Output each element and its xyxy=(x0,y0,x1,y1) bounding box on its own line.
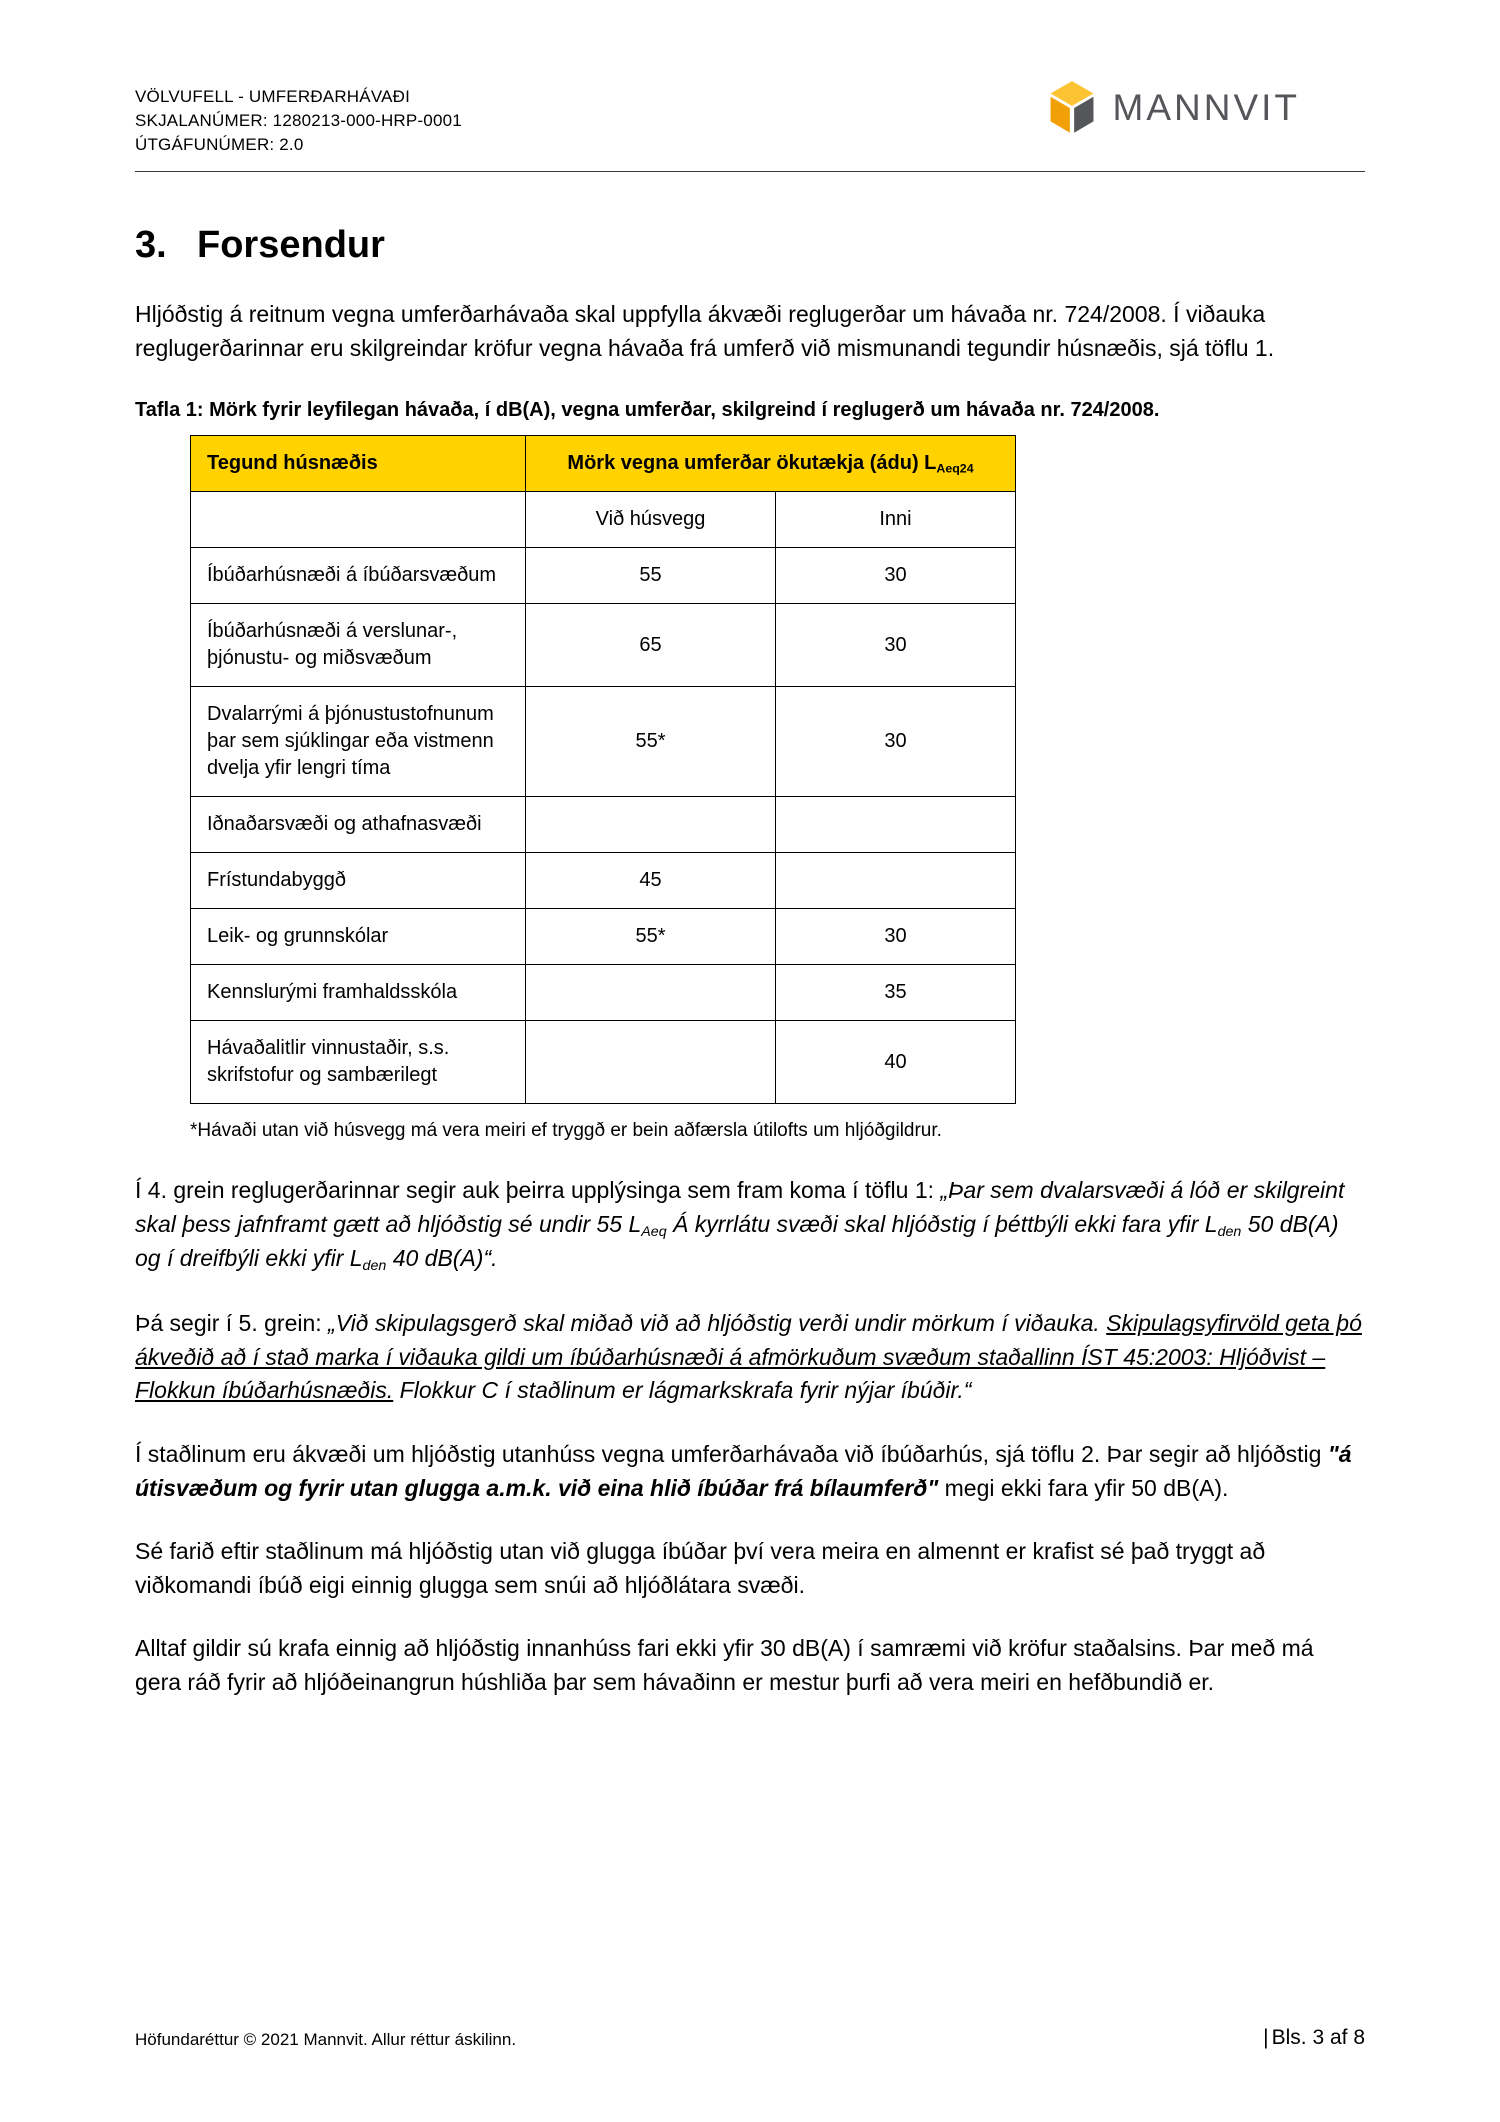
row-wall-value xyxy=(526,965,776,1021)
table-subheader-inside: Inni xyxy=(776,492,1016,548)
row-label: Dvalarrými á þjónustustofnunum þar sem sjúklingar eða vistmenn dvelja yfir lengri tíma xyxy=(191,687,526,797)
table-header-limits-subscript: Aeq24 xyxy=(936,461,974,476)
row-wall-value xyxy=(526,1021,776,1104)
header-meta xyxy=(135,85,462,157)
page-number xyxy=(1263,2026,1365,2050)
mannvit-wordmark: MANNVIT xyxy=(1112,87,1300,128)
paragraph-indoor: Alltaf gildir sú krafa einnig að hljóðstig innanhúss fari ekki yfir 30 dB(A) í samræmi við kröfur staðalsins. Þar með má gera ráð fyrir að hljóðeinangrun húshliða þar sem hávaðinn er mestur þurfi að vera meiri en hefðbundið er. xyxy=(135,1635,1314,1695)
row-label: Hávaðalitlir vinnustaðir, s.s. skrifstofur og sambærilegt xyxy=(191,1021,526,1104)
row-inside-value xyxy=(776,797,1016,853)
row-wall-value: 45 xyxy=(526,853,776,909)
row-wall-value: 55* xyxy=(526,687,776,797)
row-wall-value: 55 xyxy=(526,548,776,604)
table-row xyxy=(191,797,1016,853)
doc-version: ÚTGÁFUNÚMER: 2.0 xyxy=(135,135,304,155)
laeq-subscript: Aeq xyxy=(641,1223,667,1240)
lden-subscript: den xyxy=(1217,1223,1242,1240)
paragraph-article5-intro: Þá segir í 5. grein: xyxy=(135,1310,329,1337)
doc-title: VÖLVUFELL - UMFERÐARHÁVAÐI xyxy=(135,87,411,106)
lden-subscript: den xyxy=(362,1258,387,1275)
paragraph-intro: Hljóðstig á reitnum vegna umferðarhávaða skal uppfylla ákvæði reglugerðar um hávaða nr. 724/2008. Í viðauka reglugerðarinnar eru skilgreindar kröfur vegna hávaða frá umferð við mismunandi tegundir húsnæðis, sjá töflu 1. xyxy=(135,301,1275,361)
row-inside-value: 40 xyxy=(776,1021,1016,1104)
table-caption: Tafla 1: Mörk fyrir leyfilegan hávaða, í dB(A), vegna umferðar, skilgreind í reglugerð um hávaða nr. 724/2008. xyxy=(135,399,1160,422)
row-label: Iðnaðarsvæði og athafnasvæði xyxy=(191,797,526,853)
table-row xyxy=(191,965,1016,1021)
row-inside-value: 35 xyxy=(776,965,1016,1021)
row-label: Íbúðarhúsnæði á íbúðarsvæðum xyxy=(191,548,526,604)
section-number: 3. xyxy=(135,224,167,267)
table-subheader-wall: Við húsvegg xyxy=(526,492,776,548)
row-label: Kennslurými framhaldsskóla xyxy=(191,965,526,1021)
paragraph-article5: Þá segir í 5. grein: „Við skipulagsgerð skal miðað við að hljóðstig verði undir mörkum í viðauka. Skipulagsyfirvöld geta þó ákveðið að í stað marka í viðauka gildi um íbúðarhúsnæði á afmörkuðum svæðum staðallinn ÍST 45:2003: Hljóðvist – Flokkun íbúðarhúsnæðis. Flokkur C í staðlinum er lágmarkskrafa fyrir nýjar íbúðir.“ xyxy=(135,1310,1362,1404)
paragraph-article4: Í 4. grein reglugerðarinnar segir auk þeirra upplýsinga sem fram koma í töflu 1: „Þar sem dvalarsvæði á lóð er skilgreint skal þess jafnframt gætt að hljóðstig sé undir 55 $L_{Aeq}$ Á kyrrlátu svæði skal hljóðstig í þéttbýli ekki fara yfir $L_{den}$ 50 dB(A) og í dreifbýli ekki yfir $L_{den}$ 40 dB(A)“. xyxy=(135,1177,1345,1275)
row-inside-value: 30 xyxy=(776,909,1016,965)
table-row xyxy=(191,909,1016,965)
doc-number: SKJALANÚMER: 1280213-000-HRP-0001 xyxy=(135,111,462,131)
underlined-standard-clause: Skipulagsyfirvöld geta þó ákveðið að í stað marka í viðauka gildi um íbúðarhúsnæði á afmörkuðum svæðum staðallinn ÍST 45:2003: Hljóðvist – Flokkun íbúðarhúsnæðis. xyxy=(135,1310,1362,1404)
row-label: Frístundabyggð xyxy=(191,853,526,909)
page-footer xyxy=(135,2026,1365,2050)
page-header xyxy=(135,85,1365,157)
page-number-label: Bls. 3 af 8 xyxy=(1271,2026,1365,2049)
table-subheader-empty xyxy=(191,492,526,548)
row-inside-value: 30 xyxy=(776,604,1016,687)
table-header-limits-text: Mörk vegna umferðar ökutækja (ádu) L xyxy=(567,452,937,475)
row-inside-value xyxy=(776,853,1016,909)
table-row xyxy=(191,853,1016,909)
row-wall-value: 55* xyxy=(526,909,776,965)
noise-limits-table xyxy=(190,435,1016,1104)
table-header-row xyxy=(191,436,1016,492)
section-heading xyxy=(135,224,1365,268)
mannvit-cube-icon xyxy=(1045,79,1099,137)
table-header-type: Tegund húsnæðis xyxy=(191,436,526,492)
table-row xyxy=(191,687,1016,797)
section-title: Forsendur xyxy=(197,224,385,267)
table-footnote: *Hávaði utan við húsvegg má vera meiri ef tryggð er bein aðfærsla útilofts um hljóðgildrur. xyxy=(190,1120,942,1142)
paragraph-window: Sé farið eftir staðlinum má hljóðstig utan við glugga íbúðar því vera meira en almennt er krafist sé það tryggt að viðkomandi íbúð eigi einnig glugga sem snúi að hljóðlátara svæði. xyxy=(135,1538,1266,1598)
table-row xyxy=(191,1021,1016,1104)
page-number-separator: | xyxy=(1263,2026,1269,2049)
quoted-standard-text: "á útisvæðum og fyrir utan glugga a.m.k. við eina hlið íbúðar frá bílaumferð" xyxy=(135,1440,1352,1501)
row-label: Íbúðarhúsnæði á verslunar-, þjónustu- og miðsvæðum xyxy=(191,604,526,687)
table-row xyxy=(191,604,1016,687)
header-divider xyxy=(135,171,1365,172)
row-inside-value: 30 xyxy=(776,548,1016,604)
row-label: Leik- og grunnskólar xyxy=(191,909,526,965)
table-header-limits xyxy=(526,436,1016,492)
row-inside-value: 30 xyxy=(776,687,1016,797)
table-row xyxy=(191,548,1016,604)
table-subheader-row xyxy=(191,492,1016,548)
row-wall-value: 65 xyxy=(526,604,776,687)
mannvit-logo xyxy=(1045,79,1301,137)
paragraph-article4-intro: Í 4. grein reglugerðarinnar segir auk þeirra upplýsinga sem fram koma í töflu 1: xyxy=(135,1177,941,1204)
paragraph-standard: Í staðlinum eru ákvæði um hljóðstig utanhúss vegna umferðarhávaða við íbúðarhús, sjá töflu 2. Þar segir að hljóðstig "á útisvæðum og fyrir utan glugga a.m.k. við eina hlið íbúðar frá bílaumferð" megi ekki fara yfir 50 dB(A). xyxy=(135,1440,1352,1501)
row-wall-value xyxy=(526,797,776,853)
copyright-text: Höfundaréttur © 2021 Mannvit. Allur réttur áskilinn. xyxy=(135,2030,517,2049)
